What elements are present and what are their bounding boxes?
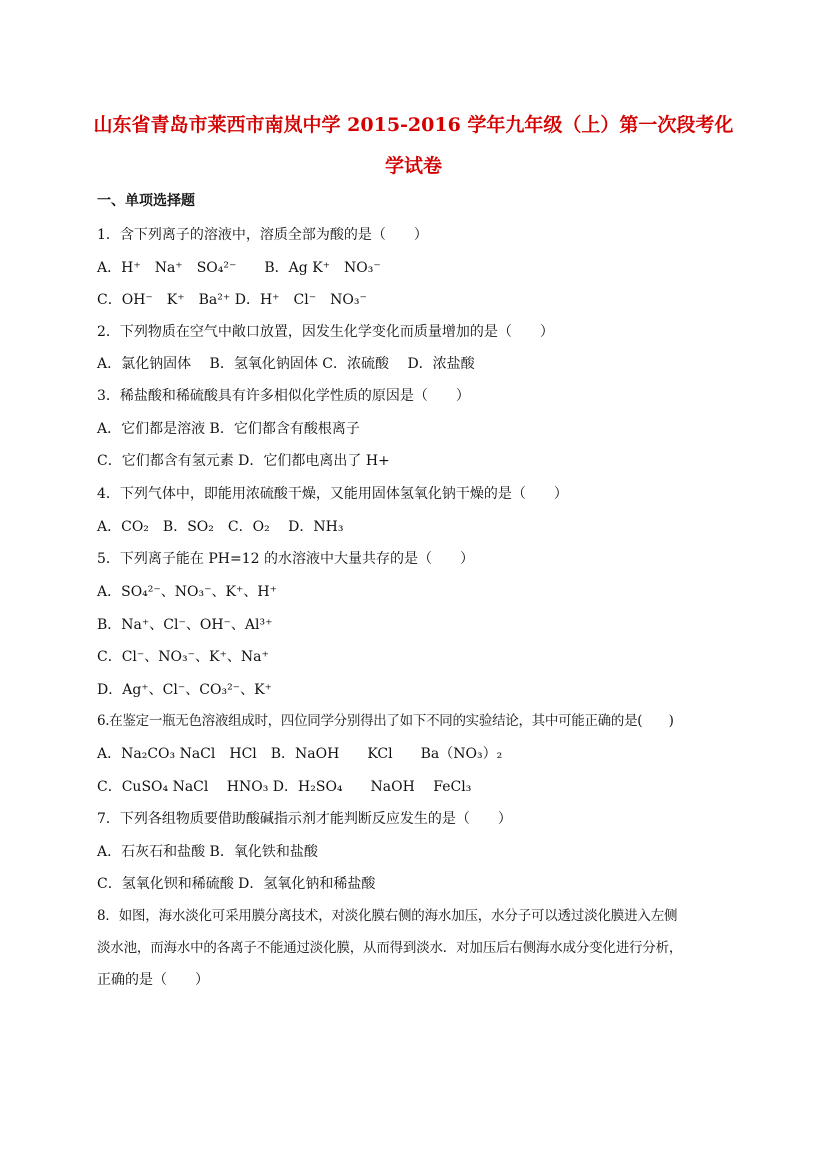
q2-options: A．氯化钠固体 B．氢氧化钠固体 C．浓硫酸 D．浓盐酸 [97, 356, 475, 372]
q7-options-ab: A．石灰石和盐酸 B．氧化铁和盐酸 [97, 844, 318, 860]
q5-option-d: D．Ag⁺、Cl⁻、CO₃²⁻、K⁺ [97, 682, 272, 698]
q3-options-ab: A．它们都是溶液 B．它们都含有酸根离子 [97, 421, 360, 437]
section-heading: 一、单项选择题 [97, 193, 195, 209]
question-8-line-1: 8．如图，海水淡化可采用膜分离技术，对淡化膜右侧的海水加压，水分子可以透过淡化膜进入左侧 [97, 908, 678, 924]
exam-title-line-1: 山东省青岛市莱西市南岚中学 2015-2016 学年九年级（上）第一次段考化 [93, 114, 734, 136]
question-4: 4．下列气体中，即能用浓硫酸干燥，又能用固体氢氧化钠干燥的是（ ） [97, 486, 568, 502]
question-8-line-3: 正确的是（ ） [97, 972, 209, 988]
question-7: 7．下列各组物质要借助酸碱指示剂才能判断反应发生的是（ ） [97, 811, 512, 827]
q1-options-ab: A．H⁺ Na⁺ SO₄²⁻ B．Ag K⁺ NO₃⁻ [97, 260, 381, 276]
question-5: 5．下列离子能在 PH=12 的水溶液中大量共存的是（ ） [97, 551, 474, 567]
question-3: 3．稀盐酸和稀硫酸具有许多相似化学性质的原因是（ ） [97, 388, 470, 404]
question-1: 1．含下列离子的溶液中，溶质全部为酸的是（ ） [97, 227, 428, 243]
q5-option-c: C．Cl⁻、NO₃⁻、K⁺、Na⁺ [97, 649, 269, 665]
q4-options: A．CO₂ B．SO₂ C．O₂ D．NH₃ [97, 519, 344, 535]
exam-title-line-2: 学试卷 [384, 155, 442, 177]
q3-options-cd: C．它们都含有氢元素 D．它们都电离出了 H+ [97, 453, 390, 469]
question-2: 2．下列物质在空气中敞口放置，因发生化学变化而质量增加的是（ ） [97, 324, 554, 340]
q5-option-b: B．Na⁺、Cl⁻、OH⁻、Al³⁺ [97, 617, 273, 633]
q5-option-a: A．SO₄²⁻、NO₃⁻、K⁺、H⁺ [97, 584, 277, 600]
question-8-line-2: 淡水池，而海水中的各离子不能通过淡化膜，从而得到淡水．对加压后右侧海水成分变化进行分析， [97, 940, 683, 956]
q6-options-ab: A．Na₂CO₃ NaCl HCl B．NaOH KCl Ba（NO₃）₂ [97, 746, 503, 762]
q7-options-cd: C．氢氧化钡和稀硫酸 D．氢氧化钠和稀盐酸 [97, 876, 376, 892]
q1-options-cd: C．OH⁻ K⁺ Ba²⁺ D．H⁺ Cl⁻ NO₃⁻ [97, 292, 367, 308]
q6-options-cd: C．CuSO₄ NaCl HNO₃ D．H₂SO₄ NaOH FeCl₃ [97, 779, 472, 795]
question-6: 6.在鉴定一瓶无色溶液组成时，四位同学分别得出了如下不同的实验结论，其中可能正确的是( ) [97, 713, 674, 729]
